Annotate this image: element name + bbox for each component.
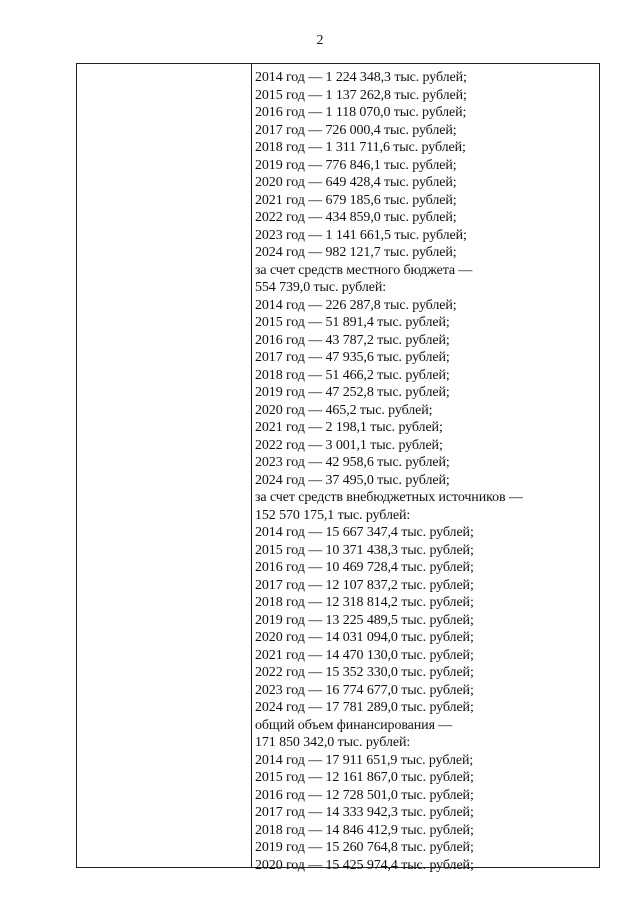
page-number: 2	[316, 33, 324, 48]
financing-line: 2019 год — 776 846,1 тыс. рублей;	[255, 157, 457, 173]
financing-line: общий объем финансирования —	[255, 717, 453, 733]
financing-line: 2018 год — 12 318 814,2 тыс. рублей;	[255, 595, 474, 610]
financing-line: 2014 год — 17 911 651,9 тыс. рублей;	[255, 752, 474, 768]
financing-line: 2020 год — 465,2 тыс. рублей;	[255, 402, 433, 418]
financing-line: 2023 год — 42 958,6 тыс. рублей;	[255, 455, 450, 470]
financing-line: 2019 год — 47 252,8 тыс. рублей;	[255, 385, 450, 400]
financing-line: 2023 год — 16 774 677,0 тыс. рублей;	[255, 682, 474, 698]
financing-line: 2015 год — 51 891,4 тыс. рублей;	[255, 315, 450, 330]
financing-line: 2020 год — 14 031 094,0 тыс. рублей;	[255, 630, 474, 645]
financing-line: 554 739,0 тыс. рублей:	[255, 280, 387, 295]
financing-line: 2015 год — 1 137 262,8 тыс. рублей;	[255, 87, 467, 103]
financing-line: 2014 год — 1 224 348,3 тыс. рублей;	[255, 70, 467, 85]
financing-line: 2020 год — 15 425 974,4 тыс. рублей;	[255, 857, 474, 873]
financing-line: 2024 год — 17 781 289,0 тыс. рублей;	[255, 700, 474, 715]
financing-line: за счет средств местного бюджета —	[255, 262, 473, 278]
financing-line: 2015 год — 12 161 867,0 тыс. рублей;	[255, 770, 474, 785]
financing-line: 152 570 175,1 тыс. рублей:	[255, 507, 411, 523]
financing-line: 2022 год — 15 352 330,0 тыс. рублей;	[255, 665, 474, 680]
financing-line: 2023 год — 1 141 661,5 тыс. рублей;	[255, 227, 467, 243]
financing-line: 2018 год — 14 846 412,9 тыс. рублей;	[255, 822, 474, 838]
financing-line: 2018 год — 51 466,2 тыс. рублей;	[255, 367, 450, 383]
financing-line: 2015 год — 10 371 438,3 тыс. рублей;	[255, 542, 474, 558]
financing-line: 2017 год — 12 107 837,2 тыс. рублей;	[255, 577, 474, 593]
financing-line: 2016 год — 10 469 728,4 тыс. рублей;	[255, 560, 474, 575]
financing-line: 2017 год — 726 000,4 тыс. рублей;	[255, 122, 457, 138]
financing-line: 2017 год — 14 333 942,3 тыс. рублей;	[255, 805, 474, 820]
financing-line: 2018 год — 1 311 711,6 тыс. рублей;	[255, 140, 466, 155]
financing-line: за счет средств внебюджетных источников —	[255, 490, 523, 505]
financing-table	[76, 63, 600, 873]
financing-line: 2024 год — 37 495,0 тыс. рублей;	[255, 472, 450, 488]
financing-line: 2017 год — 47 935,6 тыс. рублей;	[255, 350, 450, 365]
financing-line: 2024 год — 982 121,7 тыс. рублей;	[255, 245, 457, 260]
financing-line: 2021 год — 14 470 130,0 тыс. рублей;	[255, 647, 474, 663]
column-divider	[251, 64, 252, 867]
financing-line: 2016 год — 1 118 070,0 тыс. рублей;	[255, 105, 467, 120]
financing-line: 2019 год — 15 260 764,8 тыс. рублей;	[255, 840, 474, 855]
financing-line: 2021 год — 2 198,1 тыс. рублей;	[255, 420, 443, 435]
financing-line: 2020 год — 649 428,4 тыс. рублей;	[255, 175, 457, 190]
financing-line: 2022 год — 3 001,1 тыс. рублей;	[255, 437, 443, 453]
financing-line: 2016 год — 12 728 501,0 тыс. рублей;	[255, 787, 474, 803]
financing-line: 2014 год — 15 667 347,4 тыс. рублей;	[255, 525, 474, 540]
financing-line: 2022 год — 434 859,0 тыс. рублей;	[255, 210, 457, 225]
financing-line: 2016 год — 43 787,2 тыс. рублей;	[255, 332, 450, 348]
financing-line: 171 850 342,0 тыс. рублей:	[255, 735, 411, 750]
financing-line: 2014 год — 226 287,8 тыс. рублей;	[255, 297, 457, 313]
financing-line: 2021 год — 679 185,6 тыс. рублей;	[255, 192, 457, 208]
table-right-cell	[255, 69, 595, 874]
financing-line: 2019 год — 13 225 489,5 тыс. рублей;	[255, 612, 474, 628]
